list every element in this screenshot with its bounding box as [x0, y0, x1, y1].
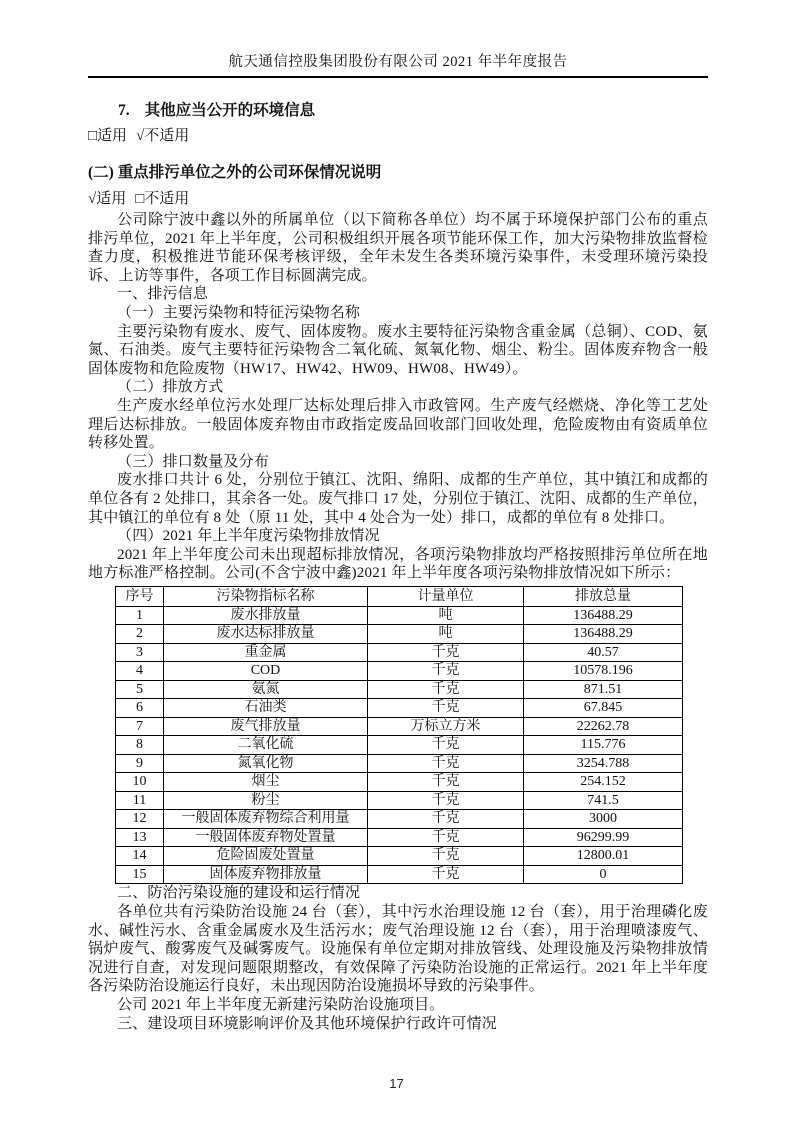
table-row — [116, 828, 683, 847]
cell-pollutant: 一般固体废弃物处置量 — [164, 828, 368, 847]
cell-pollutant: 一般固体废弃物综合利用量 — [164, 810, 368, 829]
cell-seq: 8 — [116, 736, 164, 755]
cell-total: 40.57 — [524, 643, 683, 662]
cell-seq: 2 — [116, 625, 164, 644]
cell-pollutant: 重金属 — [164, 643, 368, 662]
cell-total: 741.5 — [524, 791, 683, 810]
cell-unit: 千克 — [368, 865, 524, 884]
section-7-title: 其他应当公开的环境信息 — [144, 102, 316, 119]
pollutant-names-heading: （一）主要污染物和特征污染物名称 — [117, 304, 361, 321]
pollution-control-paragraph: 各单位共有污染防治设施 24 台（套），其中污水治理设施 12 台（套），用于治理磷化废水、碱性污水、含重金属废水及生活污水；废气治理设施 12 台（套），用于治理喷漆废气、锅炉废气、酸雾废气及碱雾废气。设施保有单位定期对排放管线、处理设施及污染物排放情况进行自查，对发现问题限期整改，有效保障了污染防治设施的正常运行。2021 年上半年度各污染防治设施运行良好，未出现因防治设施损坏导致的污染事件。 — [88, 903, 708, 995]
emission-status-paragraph: 2021 年上半年度公司未出现超标排放情况，各项污染物排放均严格按照排污单位所在地地方标准严格控制。公司(不含宁波中鑫)2021 年上半年度各项污染物排放情况如下所示： — [88, 546, 708, 582]
cell-total: 136488.29 — [524, 606, 683, 625]
emission-status-heading: （四）2021 年上半年度污染物排放情况 — [117, 528, 380, 545]
col-header-total: 排放总量 — [524, 586, 683, 606]
table-row — [116, 606, 683, 625]
cell-total: 871.51 — [524, 680, 683, 699]
cell-total: 3254.788 — [524, 754, 683, 773]
cell-unit: 吨 — [368, 625, 524, 644]
table-row — [116, 643, 683, 662]
cell-unit: 千克 — [368, 662, 524, 681]
table-row — [116, 865, 683, 884]
cell-total: 12800.01 — [524, 847, 683, 866]
section-7-heading — [88, 101, 708, 120]
cell-pollutant: 氮氧化物 — [164, 754, 368, 773]
table-row — [116, 736, 683, 755]
not-applicable-checkbox-option: √不适用 — [136, 128, 190, 144]
cell-seq: 9 — [116, 754, 164, 773]
cell-unit: 千克 — [368, 847, 524, 866]
cell-pollutant: 氨氮 — [164, 680, 368, 699]
discharge-method-paragraph: 生产废水经单位污水处理厂达标处理后排入市政管网。生产废气经燃烧、净化等工艺处理后达标排放。一般固体废弃物由市政指定废品回收部门回收处理，危险废物由有资质单位转移处置。 — [88, 397, 708, 452]
table-row — [116, 754, 683, 773]
cell-pollutant: 烟尘 — [164, 773, 368, 792]
cell-total: 22262.78 — [524, 717, 683, 736]
cell-unit: 千克 — [368, 773, 524, 792]
cell-total: 3000 — [524, 810, 683, 829]
table-row — [116, 773, 683, 792]
cell-seq: 15 — [116, 865, 164, 884]
section-2-heading: (二) 重点排污单位之外的公司环保情况说明 — [88, 164, 382, 181]
no-new-facility-line: 公司 2021 年上半年度无新建污染防治设施项目。 — [117, 996, 445, 1013]
cell-pollutant: 粉尘 — [164, 791, 368, 810]
cell-unit: 千克 — [368, 736, 524, 755]
cell-pollutant: COD — [164, 662, 368, 681]
page-number: 17 — [389, 1076, 404, 1091]
cell-unit: 千克 — [368, 828, 524, 847]
cell-total: 254.152 — [524, 773, 683, 792]
cell-seq: 10 — [116, 773, 164, 792]
applicable-checkbox-option: □适用 — [88, 128, 128, 144]
emission-table — [115, 586, 683, 885]
discharge-info-heading: 一、排污信息 — [117, 286, 209, 303]
table-header-row — [116, 586, 683, 606]
table-row — [116, 717, 683, 736]
cell-unit: 千克 — [368, 680, 524, 699]
col-header-unit: 计量单位 — [368, 586, 524, 606]
cell-unit: 万标立方米 — [368, 717, 524, 736]
cell-pollutant: 废气排放量 — [164, 717, 368, 736]
section-7-number: 7. — [118, 102, 130, 119]
cell-total: 10578.196 — [524, 662, 683, 681]
cell-seq: 6 — [116, 699, 164, 718]
cell-unit: 吨 — [368, 606, 524, 625]
cell-total: 67.845 — [524, 699, 683, 718]
cell-pollutant: 废水排放量 — [164, 606, 368, 625]
outlet-distribution-heading: （三）排口数量及分布 — [117, 453, 270, 470]
cell-total: 0 — [524, 865, 683, 884]
intro-paragraph: 公司除宁波中鑫以外的所属单位（以下简称各单位）均不属于环境保护部门公布的重点排污单位，2021 年上半年度，公司积极组织开展各项节能环保工作，加大污染物排放监督检查力度，积极推进节能环保考核评级，全年未发生各类环境污染事件，未受理环境污染投诉、上访等事件，各项工作目标圆满完成。 — [88, 212, 708, 284]
table-row — [116, 625, 683, 644]
pollutant-names-paragraph: 主要污染物有废水、废气、固体废物。废水主要特征污染物含重金属（总铜）、COD、氨氮、石油类。废气主要特征污染物含二氧化硫、氮氧化物、烟尘、粉尘。固体废弃物含一般固体废物和危险废物（HW17、HW42、HW09、HW08、HW49）。 — [88, 323, 708, 377]
discharge-method-heading: （二）排放方式 — [117, 379, 224, 396]
cell-total: 96299.99 — [524, 828, 683, 847]
table-row — [116, 791, 683, 810]
header-rule — [88, 76, 708, 78]
page-content — [88, 0, 708, 1033]
col-header-pollutant: 污染物指标名称 — [164, 586, 368, 606]
cell-pollutant: 废水达标排放量 — [164, 625, 368, 644]
table-row — [116, 810, 683, 829]
cell-unit: 千克 — [368, 754, 524, 773]
cell-unit: 千克 — [368, 699, 524, 718]
cell-seq: 4 — [116, 662, 164, 681]
cell-seq: 7 — [116, 717, 164, 736]
cell-pollutant: 二氧化硫 — [164, 736, 368, 755]
table-row — [116, 847, 683, 866]
cell-seq: 12 — [116, 810, 164, 829]
not-applicable-checkbox-option: □不适用 — [135, 191, 190, 207]
cell-seq: 13 — [116, 828, 164, 847]
cell-seq: 1 — [116, 606, 164, 625]
cell-seq: 5 — [116, 680, 164, 699]
applicable-checkbox-option: √适用 — [88, 191, 127, 207]
section-7-applicability-line — [88, 127, 708, 146]
cell-seq: 14 — [116, 847, 164, 866]
table-row — [116, 699, 683, 718]
section-2-applicability-line — [88, 190, 708, 209]
report-title: 航天通信控股集团股份有限公司 2021 年半年度报告 — [228, 54, 568, 70]
cell-pollutant: 危险固废处置量 — [164, 847, 368, 866]
cell-pollutant: 石油类 — [164, 699, 368, 718]
cell-pollutant: 固体废弃物排放量 — [164, 865, 368, 884]
col-header-seq: 序号 — [116, 586, 164, 606]
outlet-distribution-paragraph: 废水排口共计 6 处，分别位于镇江、沈阳、绵阳、成都的生产单位，其中镇江和成都的单位各有 2 处排口，其余各一处。废气排口 17 处，分别位于镇江、沈阳、成都的生产单位，其中镇江的单位有 8 处（原 11 处，其中 4 处合为一处）排口，成都的单位有 8 处排口。 — [88, 472, 708, 526]
cell-seq: 11 — [116, 791, 164, 810]
eia-heading: 三、建设项目环境影响评价及其他环境保护行政许可情况 — [117, 1015, 498, 1032]
cell-seq: 3 — [116, 643, 164, 662]
cell-total: 136488.29 — [524, 625, 683, 644]
cell-total: 115.776 — [524, 736, 683, 755]
pollution-control-heading: 二、防治污染设施的建设和运行情况 — [117, 885, 361, 902]
table-row — [116, 662, 683, 681]
table-row — [116, 680, 683, 699]
cell-unit: 千克 — [368, 643, 524, 662]
cell-unit: 千克 — [368, 791, 524, 810]
cell-unit: 千克 — [368, 810, 524, 829]
